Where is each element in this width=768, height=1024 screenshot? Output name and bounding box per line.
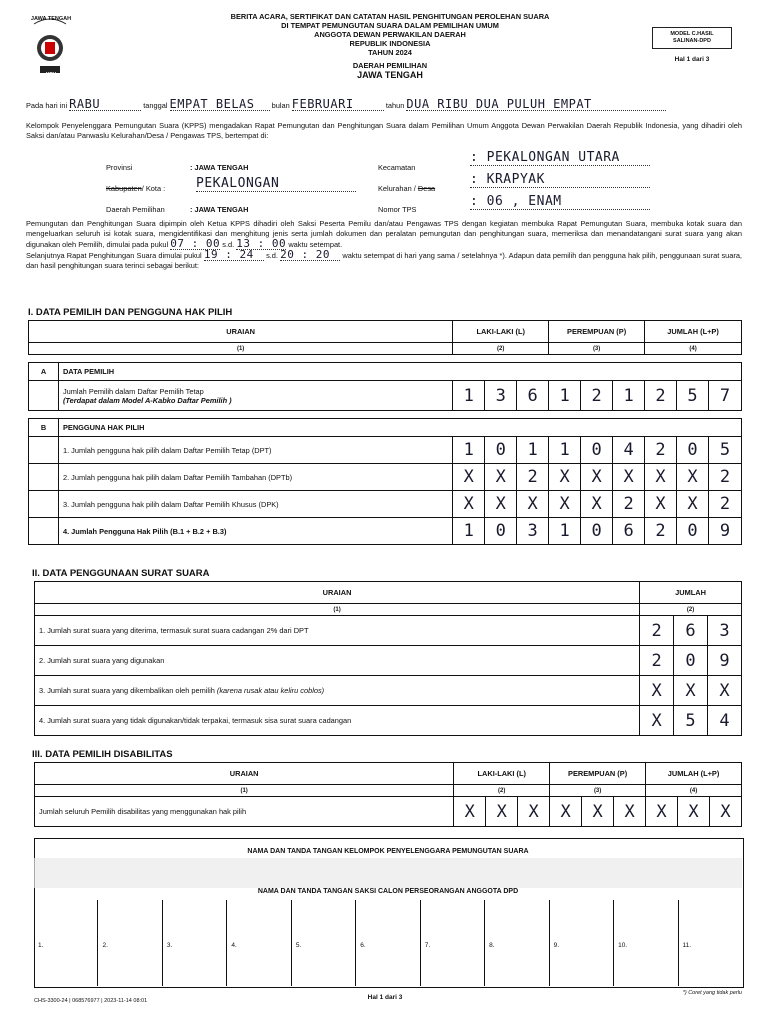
kelurahan-value: : KRAPYAK: [470, 172, 650, 188]
saksi-signature-slots: [34, 900, 742, 986]
tps-label: Nomor TPS: [378, 205, 417, 214]
footer-code: CHS-3300-24 | 068576977 | 2023-11-14 08:01: [34, 998, 148, 1004]
ballot-usage-table: URAIAN JUMLAH (1) (2) 1. Jumlah surat suara yang diterima, termasuk surat suara cadangan 2% dari DPT 2 6 3 2. Jumlah surat suara yang digunakan 2 0 9 3. Jumlah surat suara yang dikembalikan oleh pemilih (karena rusak atau keliru coblos) X X X 4. Jumlah surat suara yang tidak digunakan/tidak terpakai, termasuk sisa surat suara cadangan X 5 4: [34, 581, 742, 736]
intro-date-line: Pada hari ini RABU tanggal EMPAT BELAS bulan FEBRUARI tahun DUA RIBU DUA PULUH EMPAT: [26, 100, 742, 111]
voter-data-table: URAIAN LAKI-LAKI (L) PEREMPUAN (P) JUMLAH (L+P) (1) (2) (3) (4) A DATA PEMILIH Jumlah Pemilih dalam Daftar Pemilih Tetap (Terdapat dalam Model A-Kabko Daftar Pemilih ) 1 3 6 1 2 1 2 5 7 B PENGGUNA HAK PILIH 1. Jumlah pengguna hak pilih dalam Daftar Pemilih Tetap (DPT) 1 0 1 1 0 4 2 0 5 2. Jumlah pengguna hak pilih dalam Daftar Pemilih Tambahan (DPTb) X X 2 X X X X X 2 3. Jumlah pengguna hak pilih dalam Daftar Pemilih Khusus (DPK) X X X X X 2 X X 2 4. Jumlah Pengguna Hak Pilih (B.1 + B.2 + B.3) 1 0 3 1 0 6 2 0 9: [28, 320, 742, 545]
saksi-slot: 2.: [98, 900, 162, 986]
kelurahan-label: Kelurahan / Desa: [378, 184, 436, 193]
row-b3: 3. Jumlah pengguna hak pilih dalam Daftar Pemilih Khusus (DPK) X X X X X 2 X X 2: [29, 491, 742, 518]
footer-page: Hal 1 dari 3: [367, 994, 403, 1001]
day-field: RABU: [69, 100, 141, 111]
kecamatan-label: Kecamatan: [378, 163, 416, 172]
daerah-value: : JAWA TENGAH: [190, 205, 249, 214]
row-ballots-unused: 4. Jumlah surat suara yang tidak digunakan/tidak terpakai, termasuk sisa surat suara cadangan X 5 4: [35, 706, 742, 736]
section-1-title: I. DATA PEMILIH DAN PENGGUNA HAK PILIH: [28, 307, 233, 318]
logo-sub: KPU: [45, 72, 57, 78]
section-2-title: II. DATA PENGGUNAAN SURAT SUARA: [32, 568, 210, 579]
saksi-slot: 3.: [163, 900, 227, 986]
kecamatan-value: : PEKALONGAN UTARA: [470, 150, 650, 166]
row-ballots-returned: 3. Jumlah surat suara yang dikembalikan oleh pemilih (karena rusak atau keliru coblos) X X X: [35, 676, 742, 706]
footer-note: *) Coret yang tidak perlu: [682, 990, 742, 996]
tps-value: : 06 , ENAM: [470, 194, 650, 210]
saksi-slot: 5.: [292, 900, 356, 986]
saksi-signature-title: NAMA DAN TANDA TANGAN SAKSI CALON PERSEORANGAN ANGGOTA DPD: [257, 888, 519, 895]
kpu-logo: [28, 14, 72, 78]
logo-caption: JAWA TENGAH: [30, 16, 72, 22]
row-b1: 1. Jumlah pengguna hak pilih dalam Daftar Pemilih Tetap (DPT) 1 0 1 1 0 4 2 0 5: [29, 437, 742, 464]
row-ballots-received: 1. Jumlah surat suara yang diterima, termasuk surat suara cadangan 2% dari DPT 2 6 3: [35, 616, 742, 646]
document-header: BERITA ACARA, SERTIFIKAT DAN CATATAN HASIL PENGHITUNGAN PEROLEHAN SUARA DI TEMPAT PEMUNGUTAN SUARA DALAM PEMILIHAN UMUM ANGGOTA DEWAN PERWAKILAN DAERAH REPUBLIK INDONESIA TAHUN 2024 DAERAH PEMILIHAN JAWA TENGAH: [230, 12, 550, 80]
year-field: DUA RIBU DUA PULUH EMPAT: [406, 100, 666, 111]
page-number-top: Hal 1 dari 3: [674, 56, 710, 63]
daerah-label: Daerah Pemilihan: [106, 205, 165, 214]
saksi-slot: 11.: [682, 942, 692, 949]
row-ballots-used: 2. Jumlah surat suara yang digunakan 2 0 9: [35, 646, 742, 676]
section-3-title: III. DATA PEMILIH DISABILITAS: [32, 749, 173, 760]
saksi-slot: 8.: [485, 900, 549, 986]
kpps-signature-title: NAMA DAN TANDA TANGAN KELOMPOK PENYELENGGARA PEMUNGUTAN SUARA: [247, 848, 529, 855]
provinsi-label: Provinsi: [106, 163, 133, 172]
row-b4: 4. Jumlah Pengguna Hak Pilih (B.1 + B.2 + B.3) 1 0 3 1 0 6 2 0 9: [29, 518, 742, 545]
row-disability: Jumlah seluruh Pemilih disabilitas yang menggunakan hak pilih X X X X X X X X X: [35, 797, 742, 827]
row-b2: 2. Jumlah pengguna hak pilih dalam Daftar Pemilih Tambahan (DPTb) X X 2 X X X X X 2: [29, 464, 742, 491]
saksi-slot: 4.: [227, 900, 291, 986]
model-badge: MODEL C.HASIL SALINAN-DPD: [652, 27, 732, 49]
month-field: FEBRUARI: [292, 100, 384, 111]
saksi-slot: 7.: [421, 900, 485, 986]
saksi-slot: 9.: [550, 900, 614, 986]
intro-paragraph: Kelompok Penyelenggara Pemungutan Suara (KPPS) mengadakan Rapat Pemungutan dan Penghitungan Suara dalam Pemilihan Umum Anggota Dewan Perwakilan Daerah Republik Indonesia, yang dihadiri oleh Saksi dan/atau Panwaslu Kelurahan/Desa / Pengawas TPS, bertempat di:: [26, 121, 742, 140]
disability-table: URAIAN LAKI-LAKI (L) PEREMPUAN (P) JUMLAH (L+P) (1) (2) (3) (4) Jumlah seluruh Pemilih disabilitas yang menggunakan hak pilih X X X X X X X X X: [34, 762, 742, 827]
kota-value: PEKALONGAN: [196, 176, 356, 192]
saksi-slot: 6.: [356, 900, 420, 986]
kota-label: Kabupaten/ Kota :: [106, 184, 166, 193]
row-dpt-total: Jumlah Pemilih dalam Daftar Pemilih Tetap (Terdapat dalam Model A-Kabko Daftar Pemilih ) 1 3 6 1 2 1 2 5 7: [29, 381, 742, 411]
kpps-signatures-redacted: [34, 858, 742, 888]
body-paragraph: Pemungutan dan Penghitungan Suara dipimpin oleh Ketua KPPS dihadiri oleh Saksi Peserta Pemilu dan/atau Pengawas TPS dengan kegiatan membuka Rapat Pemungutan Suara, membuka kotak suara dan mengeluarkan seluruh isi kotak suara, mengidentifikasi dan menghitung jenis serta jumlah dokumen dan peralatan pemungutan dan penghitungan suara, memeriksa dan menandatangani surat suara yang akan digunakan oleh Pemilih, dimulai pada pukul 07 : 00 s.d. 13 : 00 waktu setempat. Selanjutnya Rapat Penghitungan Suara dimulai pukul 19 : 24 s.d. 20 : 20 waktu setempat di hari yang sama / setelahnya *). Adapun data pemilih dan pengguna hak pilih, penggunaan surat suara, dan hasil penghitungan suara terinci sebagai berikut:: [26, 219, 742, 270]
saksi-slot: 1.: [34, 900, 98, 986]
date-field: EMPAT BELAS: [170, 100, 270, 111]
provinsi-value: : JAWA TENGAH: [190, 163, 249, 172]
saksi-slot: 10.: [614, 900, 678, 986]
